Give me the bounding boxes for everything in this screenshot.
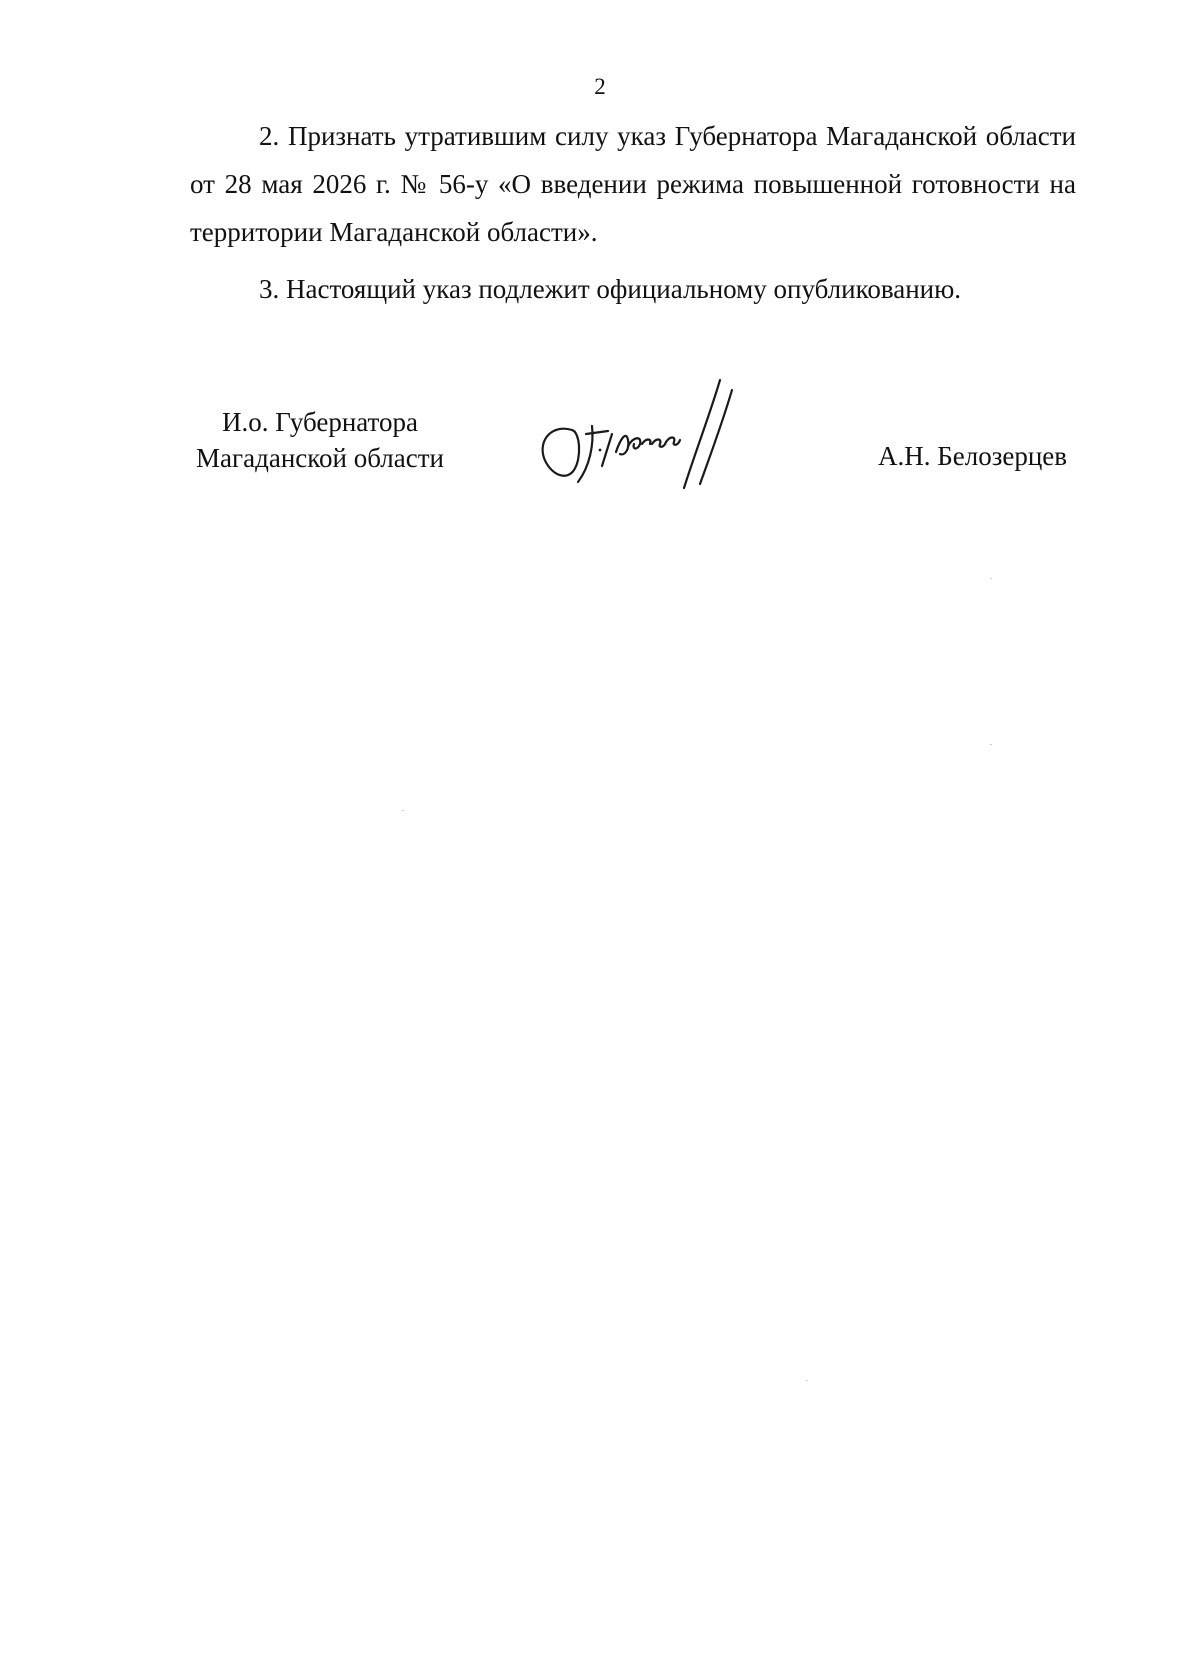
scan-speck	[990, 744, 992, 745]
signer-title-line2: Магаданской области	[196, 443, 444, 473]
document-body	[190, 112, 1076, 313]
handwritten-signature	[530, 370, 770, 500]
scan-speck	[990, 578, 992, 579]
scan-speck	[806, 1380, 808, 1381]
signer-title-line1: И.о. Губернатора	[221, 407, 418, 437]
signature-block	[0, 404, 1200, 514]
scan-speck	[402, 810, 404, 811]
signer-name: А.Н. Белозерцев	[878, 441, 1068, 471]
paragraph-item-2: 2. Признать утратившим силу указ Губернатора Магаданской области от 28 мая 2026 г. № 56-у «О введении режима повышенной готовности на территории Магаданской области».	[190, 121, 1076, 247]
signer-title	[170, 404, 470, 476]
page-number: 2	[594, 74, 606, 99]
paragraph-item-3: 3. Настоящий указ подлежит официальному опубликованию.	[259, 274, 962, 304]
